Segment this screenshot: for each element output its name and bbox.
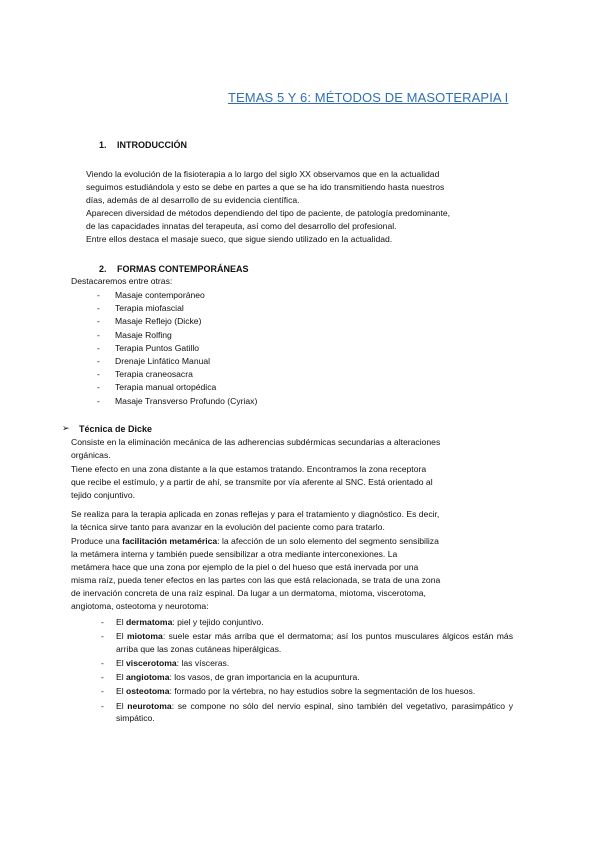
bold-term: facilitación metamérica bbox=[122, 536, 218, 546]
paragraph-line: Tiene efecto en una zona distante a la que estamos tratando. Encontramos la zona receptora bbox=[71, 464, 427, 474]
paragraph-line: angiotoma, osteotoma y neurotoma: bbox=[71, 601, 209, 611]
section-heading-introduccion bbox=[99, 140, 187, 150]
list-item: - El dermatoma: piel y tejido conjuntivo. bbox=[101, 617, 264, 627]
dicke-paragraph-2 bbox=[71, 463, 513, 502]
intro-line: seguimos estudiándola y esto se debe en partes a que se ha ido transmitiendo hasta nuestros bbox=[86, 182, 445, 192]
document-page: TEMAS 5 Y 6: MÉTODOS DE MASOTERAPIA I 1. INTRODUCCIÓN Viendo la evolución de la fisioterapia a lo largo del siglo XX observamos que en la actualidad seguimos estudiándola y esto se debe en partes a que se ha ido transmitiendo hasta nuestros días, además de al desarrollo de su evidencia científica. Aparecen diversidad de métodos dependiendo del tipo de paciente, de patología predominante, de las capacidades innatas del terapeuta, así como del desarrollo del profesional. Entre ellos destaca el masaje sueco, que sigue siendo utilizado en la actualidad. 2. FORMAS CONTEMPORÁNEAS Destacaremos entre otras: - Masaje contemporáneo - Terapia miofascial - Masaje Reflejo (Dicke) - Masaje Rolfing - Terapia Puntos Gatillo - Drenaje Linfático Manual - Terapia craneosacra - Terapia manual ortopédica - Masaje Transverso Profundo (Cyriax) ➢ Técnica de Dicke Consiste en la eliminación mecánica de las adherencias subdérmicas secundarias a alteraciones orgánicas. Tiene efecto en una zona distante a la que estamos tratando. Encontramos la zona receptora que recibe el estímulo, y a partir de ahí, se transmite por vía aferente al SNC. Está orientado al tejido conjuntivo. Se realiza para la terapia aplicada en zonas reflejas y para el tratamiento y diagnóstico. Es decir, la técnica sirve tanto para avanzar en la evolución del paciente como para tratarlo. Produce una facilitación metamérica: la afección de un solo elemento del segmento sensibiliza la metámera interna y también puede sensibilizar a otra mediante interconexiones. La metámera hace que una zona por ejemplo de la piel o del hueso que está inervada por una misma raíz, pueda tener efectos en las partes con las que está relacionada, se trata de una zona de inervación concreta de una raíz espinal. Da lugar a un dermatoma, miotoma, viscerotoma, angiotoma, osteotoma y neurotoma: - El dermatoma: piel y tejido conjuntivo. - El miotoma: suele estar más arriba que el dermatoma; así los puntos musculares álgicos están más arriba que las zonas cutáneas hiperálgicas. - El viscerotoma: las vísceras. - El angiotoma: los vasos, de gran importancia en la acupuntura. - El osteotoma: formado por la vértebra, no hay estudios sobre la segmentación de los huesos. - El neurotoma: se compone no sólo del nervio espinal, sino también del vegetativo, parasimpático y simpático. bbox=[0, 0, 600, 848]
intro-line: días, además de al desarrollo de su evidencia científica. bbox=[86, 195, 300, 205]
forms-intro: Destacaremos entre otras: bbox=[71, 276, 173, 286]
list-item: - El angiotoma: los vasos, de gran importancia en la acupuntura. bbox=[101, 672, 360, 683]
paragraph-line: Produce una facilitación metamérica: la afección de un solo elemento del segmento sensibiliza bbox=[71, 536, 439, 546]
paragraph-line: orgánicas. bbox=[71, 450, 111, 460]
dicke-heading: Técnica de Dicke bbox=[79, 424, 153, 434]
paragraph-line: Se realiza para la terapia aplicada en zonas reflejas y para el tratamiento y diagnóstico. Es decir, bbox=[71, 509, 440, 519]
section-number: 1. bbox=[99, 140, 107, 150]
arrow-bullet-icon: ➢ bbox=[62, 423, 70, 433]
tomas-list bbox=[101, 616, 513, 726]
section-heading-text: FORMAS CONTEMPORÁNEAS bbox=[117, 264, 249, 274]
section-heading-formas bbox=[99, 264, 249, 274]
intro-line: Entre ellos destaca el masaje sueco, que sigue siendo utilizado en la actualidad. bbox=[86, 234, 393, 244]
section-heading-text: INTRODUCCIÓN bbox=[117, 140, 187, 150]
paragraph-line: tejido conjuntivo. bbox=[71, 490, 136, 500]
intro-paragraph bbox=[86, 168, 514, 246]
list-item: - El viscerotoma: las vísceras. bbox=[101, 657, 230, 668]
intro-line: Aparecen diversidad de métodos dependiendo del tipo de paciente, de patología predominante, bbox=[86, 208, 451, 218]
dicke-paragraph-1 bbox=[71, 436, 513, 462]
document-title: TEMAS 5 Y 6: MÉTODOS DE MASOTERAPIA I bbox=[228, 90, 509, 105]
intro-line: Viendo la evolución de la fisioterapia a lo largo del siglo XX observamos que en la actualidad bbox=[86, 169, 440, 179]
list-item: - El miotoma: suele estar más arriba que el dermatoma; así los puntos musculares álgicos están más arriba que las zonas cutáneas hiperálgicas. bbox=[101, 631, 514, 654]
dicke-paragraph-3 bbox=[71, 508, 513, 534]
section-number: 2. bbox=[99, 264, 107, 274]
dicke-paragraph-4 bbox=[71, 535, 513, 613]
intro-line: de las capacidades innatas del terapeuta, así como del desarrollo del profesional. bbox=[86, 221, 397, 231]
paragraph-line: misma raíz, pueda tener efectos en las partes con las que está relacionada, se trata de una zona bbox=[71, 575, 441, 585]
paragraph-line: que recibe el estímulo, y a partir de ahí, se transmite por vía aferente al SNC. Está orientado al bbox=[71, 477, 433, 487]
list-item: - El neurotoma: se compone no sólo del nervio espinal, sino también del vegetativo, parasimpático y simpático. bbox=[101, 700, 513, 724]
paragraph-line: de inervación concreta de una raíz espinal. Da lugar a un dermatoma, miotoma, viscerotoma, bbox=[71, 588, 426, 598]
paragraph-line: la técnica sirve tanto para avanzar en la evolución del paciente como para tratarlo. bbox=[71, 522, 385, 532]
list-item: - El osteotoma: formado por la vértebra, no hay estudios sobre la segmentación de los huesos. bbox=[101, 686, 476, 697]
paragraph-line: la metámera interna y también puede sensibilizar a otra mediante interconexiones. La bbox=[71, 549, 398, 559]
paragraph-line: Consiste en la eliminación mecánica de las adherencias subdérmicas secundarias a alteraciones bbox=[71, 437, 441, 447]
paragraph-line: metámera hace que una zona por ejemplo de la piel o del hueso que está inervada por una bbox=[71, 562, 419, 572]
